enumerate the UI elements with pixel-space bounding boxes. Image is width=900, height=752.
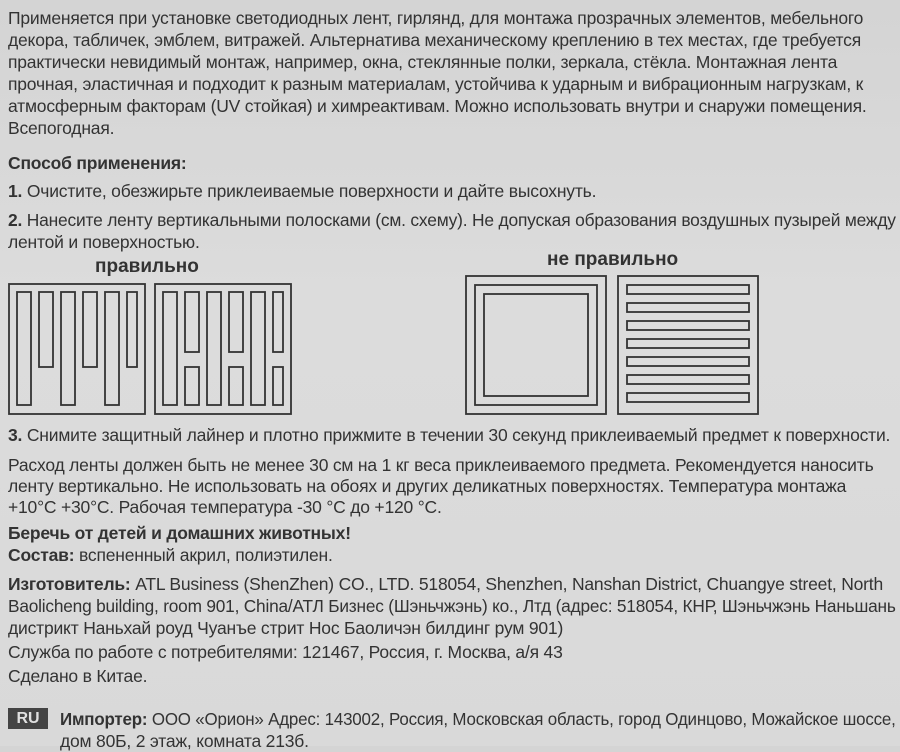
step-1 [8, 181, 596, 202]
composition [8, 545, 333, 566]
intro-line-1: Применяется при установке светодиодных лент, гирлянд, для монтажа прозрачных элементов, мебельного [8, 8, 864, 28]
intro-line-2: декора, табличек, эмблем, витражей. Альтернатива механическому креплению в тех местах, где требуется [8, 30, 861, 50]
step-3-text: Снимите защитный лайнер и плотно прижмите в течении 30 секунд приклеиваемый предмет к поверхности. [22, 425, 891, 445]
intro-line-3: практически невидимый монтаж, например, окна, стеклянные полки, зеркала, стёкла. Монтажная лента [8, 52, 838, 72]
importer-label: Импортер: [60, 709, 148, 729]
service-info: Служба по работе с потребителями: 121467, Россия, г. Москва, а/я 43 [8, 642, 563, 662]
manufacturer-line-3: дистрикт Наньхай роуд Чуанъе стрит Нос Баоличэн билдинг рум 901) [8, 618, 564, 638]
step-2 [8, 210, 896, 231]
step-1-number: 1. [8, 181, 23, 201]
correct-diagram-1 [8, 283, 146, 415]
step-3 [8, 425, 890, 446]
manufacturer-line-1 [8, 574, 883, 595]
usage-heading: Способ применения: [8, 153, 187, 173]
composition-value: вспененный акрил, полиэтилен. [74, 545, 333, 565]
manufacturer-line-2: Baolicheng building, room 901, China/АТЛ Бизнес (Шэньчжэнь) ко., Лтд (адрес: 518054, КНР, Шэньчжэнь Наньшань [8, 596, 896, 616]
intro-line-5: атмосферным факторам (UV стойкая) и химреактивам. Можно использовать внутри и снаружи помещения. [8, 96, 867, 116]
importer-line-1 [60, 709, 896, 730]
warning-text: Беречь от детей и домашних животных! [8, 523, 351, 543]
made-in: Сделано в Китае. [8, 666, 148, 686]
step-1-text: Очистите, обезжирьте приклеиваемые поверхности и дайте высохнуть. [22, 181, 597, 201]
incorrect-label: не правильно [547, 249, 679, 270]
importer-text-1: ООО «Орион» Адрес: 143002, Россия, Московская область, город Одинцово, Можайское шоссе, [147, 709, 896, 729]
incorrect-diagram-1 [465, 275, 607, 415]
manufacturer-text-1: ATL Business (ShenZhen) CO., LTD. 518054, Shenzhen, Nanshan District, Chuangye street, North [130, 574, 883, 594]
correct-label: правильно [95, 256, 199, 277]
step-2-number: 2. [8, 210, 23, 230]
manufacturer-label: Изготовитель: [8, 574, 131, 594]
step-2-continued: лентой и поверхностью. [8, 232, 200, 252]
importer-line-2: дом 80Б, 2 этаж, комната 213б. [60, 731, 309, 751]
composition-label: Состав: [8, 545, 75, 565]
step-2-text: Нанесите ленту вертикальными полосками (см. схему). Не допуская образования воздушных пузырей между [22, 210, 896, 230]
intro-line-6: Всепогодная. [8, 118, 115, 138]
intro-line-4: прочная, эластичная и подходит к разным материалам, устойчива к ударным и вибрационным нагрузкам, к [8, 74, 864, 94]
step-3-number: 3. [8, 425, 23, 445]
correct-diagram-2 [154, 283, 292, 415]
ru-badge: RU [8, 708, 48, 729]
consumption-line-3: +10°С +30°С. Рабочая температура -30 °С до +120 °С. [8, 497, 442, 517]
consumption-line-1: Расход ленты должен быть не менее 30 см на 1 кг веса приклеиваемого предмета. Рекомендуется наносить [8, 455, 874, 475]
incorrect-diagram-2 [617, 275, 759, 415]
consumption-line-2: ленту вертикально. Не использовать на обоях и других деликатных поверхностях. Температура монтажа [8, 476, 847, 496]
